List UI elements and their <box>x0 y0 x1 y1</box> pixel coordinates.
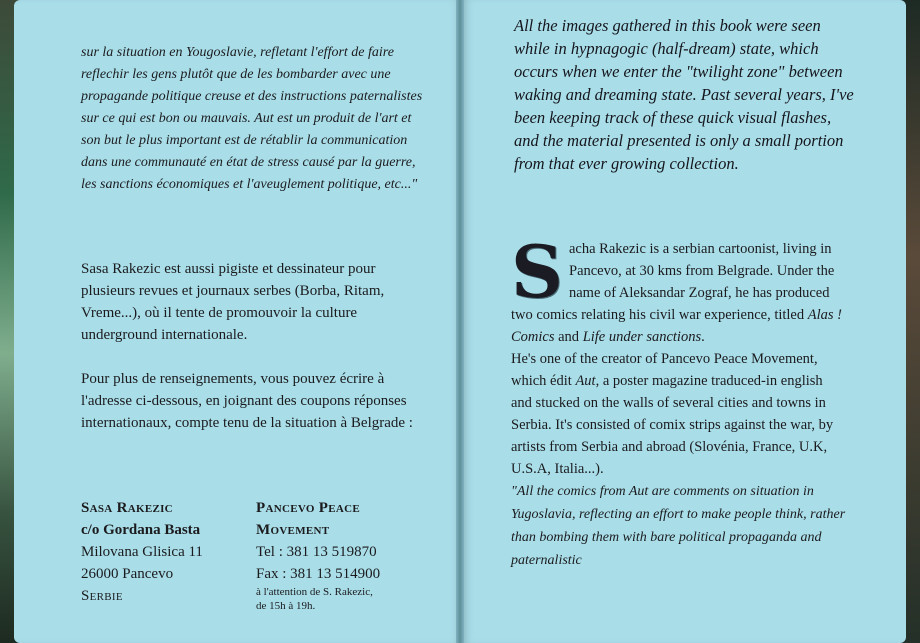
org-attention-line2: de 15h à 19h. <box>256 600 316 612</box>
bio-and: and <box>554 329 583 345</box>
address-country: Serbie <box>81 588 123 604</box>
organization-contact <box>256 497 436 613</box>
comic-title-life-under-sanctions: Life under sanctions <box>582 329 702 345</box>
org-name-line1: Pancevo Peace <box>256 500 360 516</box>
org-name-line2: Movement <box>256 522 330 538</box>
address-street: Milovana Glisica 11 <box>81 544 203 560</box>
address-name: Sasa Rakezic <box>81 500 173 516</box>
bio-period: . <box>701 329 705 345</box>
org-phone: Tel : 381 13 519870 <box>256 544 377 560</box>
french-bio-paragraph: Sasa Rakezic est aussi pigiste et dessinateur pour plusieurs revues et journaux serbes (Borba, Ritam, Vreme...), où il tente de promouvoir la culture underground internationale. <box>81 261 385 343</box>
french-contact-paragraph: Pour plus de renseignements, vous pouvez écrire à l'adresse ci-dessous, en joignant des coupons réponses internationaux, compte tenu de la situation à Belgrade : <box>81 371 413 431</box>
bio-text-start: acha Rakezic is a serbian cartoonist, living in Pancevo, at 30 kms from Belgrade. Under the name of Aleksandar Zograf, he has produced two comics relating his civil war experience, titled <box>511 241 835 323</box>
english-bio-paragraph <box>511 229 846 572</box>
english-quote-tail: "All the comics from Aut are comments on situation in Yugoslavia, reflecting an effort to make people think, rather than bombing them with bare political propaganda and paternalistic <box>511 484 846 568</box>
bio-text-mid2: , a poster magazine traduced-in english and stucked on the walls of several cities and towns in Serbia. It's consisted of comix strips against the war, by artists from Serbia and abroad (Slovénia, France, U.K, U.S.A, Italia...). <box>511 373 834 477</box>
address-care-of: c/o Gordana Basta <box>81 522 201 538</box>
english-intro-quote: All the images gathered in this book were seen while in hypnagogic (half-dream) state, which occurs when we enter the "twilight zone" between waking and dreaming state. Past several years, I've been keeping track of these quick visual flashes, and the material presented is only a small portion from that ever growing collection. <box>514 16 854 173</box>
book-spine <box>456 0 464 643</box>
magazine-title-aut: Aut <box>575 373 596 389</box>
comic-title-alas: Alas ! Comics <box>511 307 842 345</box>
org-attention-line1: à l'attention de S. Rakezic, <box>256 586 373 598</box>
address-city: 26000 Pancevo <box>81 566 174 582</box>
french-quote-paragraph: sur la situation en Yougoslavie, refletant l'effort de faire reflechir les gens plutôt que de les bombarder avec une propagande politique creuse et des instructions paternalistes sur ce qui est bon ou mauvais. Aut est un produit de l'art et son but le plus important est de rétablir la communication dans une communauté en état de stress causé par la guerre, les sanctions économiques et l'aveuglement politique, etc..." <box>81 45 423 192</box>
org-fax: Fax : 381 13 514900 <box>256 566 381 582</box>
postal-address <box>81 497 251 607</box>
drop-cap-letter: S <box>511 229 563 314</box>
bio-text-mid1: He's one of the creator of Pancevo Peace Movement, which édit <box>511 351 818 389</box>
